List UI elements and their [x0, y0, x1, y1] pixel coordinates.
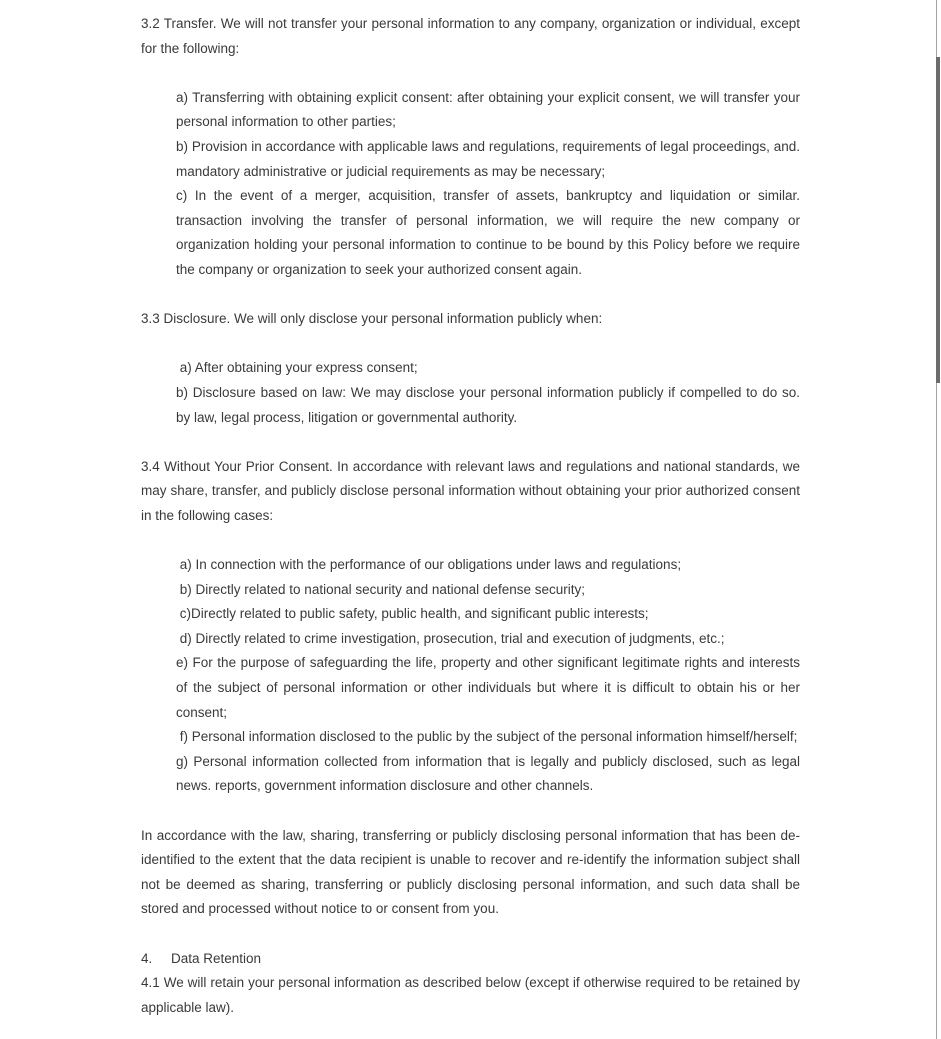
- list-item: b) Directly related to national security and national defense security;: [176, 581, 585, 597]
- section-3-3-list: [176, 356, 804, 430]
- list-item: b) Provision in accordance with applicable laws and regulations, requirements of legal proceedings, and. mandatory administrative or judicial requirements as may be necessary;: [176, 138, 804, 179]
- list-item: b) Disclosure based on law: We may disclose your personal information publicly if compelled to do so. by law, legal process, litigation or governmental authority.: [176, 384, 804, 425]
- list-item: c)Directly related to public safety, public health, and significant public interests;: [176, 606, 649, 622]
- blank-line: [141, 430, 800, 455]
- blank-line: [141, 332, 800, 357]
- section-3-3-intro: 3.3 Disclosure. We will only disclose your personal information publicly when:: [141, 311, 603, 327]
- section-3-4-intro: 3.4 Without Your Prior Consent. In accordance with relevant laws and regulations and national standards, we may share, transfer, and publicly disclose personal information without obtaining your prior authorized consent in the following cases:: [141, 458, 804, 523]
- paragraph-deidentified: In accordance with the law, sharing, transferring or publicly disclosing personal information that has been de-identified to the extent that the data recipient is unable to recover and re-identify the information subject shall not be deemed as sharing, transferring or publicly disclosing personal information, and such data shall be stored and processed without notice to or consent from you.: [141, 827, 804, 917]
- blank-line: [141, 528, 800, 553]
- section-3-2-intro: 3.2 Transfer. We will not transfer your personal information to any company, organization or individual, except for the following:: [141, 16, 804, 56]
- blank-line: [141, 61, 800, 86]
- blank-line: [141, 283, 800, 308]
- list-item: g) Personal information collected from information that is legally and publicly disclosed, such as legal news. reports, government information disclosure and other channels.: [176, 753, 804, 794]
- blank-line: [141, 922, 800, 947]
- list-item: a) Transferring with obtaining explicit consent: after obtaining your explicit consent, we will transfer your personal information to other parties;: [176, 89, 804, 130]
- document-page: [141, 12, 804, 1020]
- list-item: a) After obtaining your express consent;: [176, 360, 418, 376]
- section-3-4-list: [176, 553, 804, 799]
- list-item: e) For the purpose of safeguarding the life, property and other significant legitimate rights and interests of the subject of personal information or other individuals but where it is difficult to obtain his or her consent;: [176, 655, 804, 720]
- section-3-2-list: [176, 86, 804, 283]
- section-4-heading: 4. Data Retention: [141, 950, 262, 966]
- list-item: a) In connection with the performance of our obligations under laws and regulations;: [176, 557, 682, 573]
- scrollbar-thumb[interactable]: [936, 57, 940, 383]
- paragraph-4-1: 4.1 We will retain your personal information as described below (except if otherwise required to be retained by applicable law).: [141, 975, 804, 1015]
- list-item: f) Personal information disclosed to the public by the subject of the personal information himself/herself;: [176, 729, 798, 745]
- list-item: c) In the event of a merger, acquisition, transfer of assets, bankruptcy and liquidation or similar. transaction involving the transfer of personal information, we will require the new company or organization holding your personal information to continue to be bound by this Policy before we require the company or organization to seek your authorized consent again.: [176, 188, 804, 277]
- blank-line: [141, 799, 800, 824]
- list-item: d) Directly related to crime investigation, prosecution, trial and execution of judgments, etc.;: [176, 630, 725, 646]
